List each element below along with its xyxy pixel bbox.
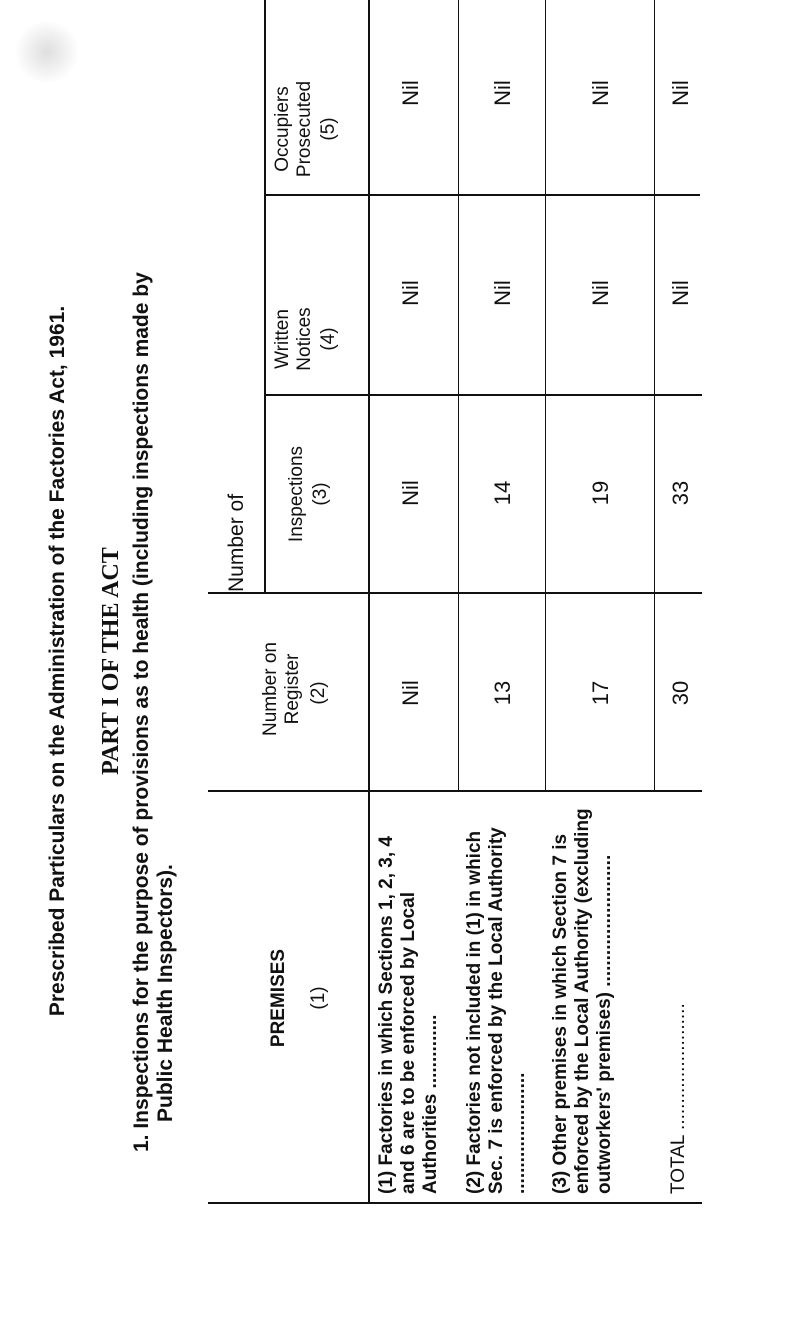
section-heading: [130, 72, 178, 1152]
header-notices: Written Notices: [272, 307, 315, 371]
header-notices-num: (4): [318, 327, 339, 351]
col-divider-2: [208, 592, 702, 594]
header-bottom-rule: [368, 0, 370, 1204]
row-1-register: Nil: [398, 680, 423, 706]
total-inspections: 33: [668, 480, 693, 506]
row-2-register: 13: [490, 680, 515, 706]
row-3-register: 17: [588, 680, 613, 706]
row-2-inspections: 14: [490, 480, 515, 506]
part-title: PART I OF THE ACT: [98, 547, 124, 775]
header-inspections: Inspections: [286, 445, 307, 543]
document-title: Prescribed Particulars on the Administration of the Factories Act, 1961.: [46, 305, 69, 1017]
section-heading-line2: Public Health Inspectors).: [154, 864, 177, 1122]
header-register: Number on Register: [260, 642, 303, 736]
col-divider-4: [264, 194, 700, 196]
total-register: 30: [668, 680, 693, 706]
total-notices: Nil: [668, 280, 693, 306]
total-prosecuted: Nil: [668, 80, 693, 106]
section-heading-line1: 1. Inspections for the purpose of provisions as to health (including inspections made by: [130, 272, 153, 1152]
row-rule-2: [545, 0, 546, 792]
row-1-inspections: Nil: [398, 480, 423, 506]
header-prosecuted: Occupiers Prosecuted: [272, 80, 315, 178]
row-1-prosecuted: Nil: [398, 80, 423, 106]
header-number-of: Number of: [225, 493, 248, 592]
row-3-prosecuted: Nil: [588, 80, 613, 106]
header-prosecuted-num: (5): [318, 117, 339, 141]
header-premises: PREMISES: [268, 948, 289, 1048]
row-2-premises: (2) Factories not included in (1) in which Sec. 7 is enforced by the Local Authority .......................: [464, 827, 529, 1194]
row-3-notices: Nil: [588, 280, 613, 306]
row-2-prosecuted: Nil: [490, 80, 515, 106]
row-3-premises: (3) Other premises in which Section 7 is enforced by the Local Authority (excluding outworkers' premises) .........................: [550, 808, 615, 1194]
header-premises-num: (1): [308, 986, 329, 1010]
header-inspections-num: (3): [310, 482, 331, 506]
total-label: TOTAL ........................: [668, 1003, 689, 1194]
row-rule-3: [654, 0, 655, 792]
header-register-num: (2): [308, 681, 329, 705]
row-1-notices: Nil: [398, 280, 423, 306]
row-rule-1: [458, 0, 459, 792]
row-2-notices: Nil: [490, 280, 515, 306]
number-of-underline: [264, 0, 266, 594]
row-1-premises: (1) Factories in which Sections 1, 2, 3, 4 and 6 are to be enforced by Local Authorities ..............: [376, 836, 441, 1194]
inspections-table: [208, 0, 702, 1204]
row-3-inspections: 19: [588, 480, 613, 506]
